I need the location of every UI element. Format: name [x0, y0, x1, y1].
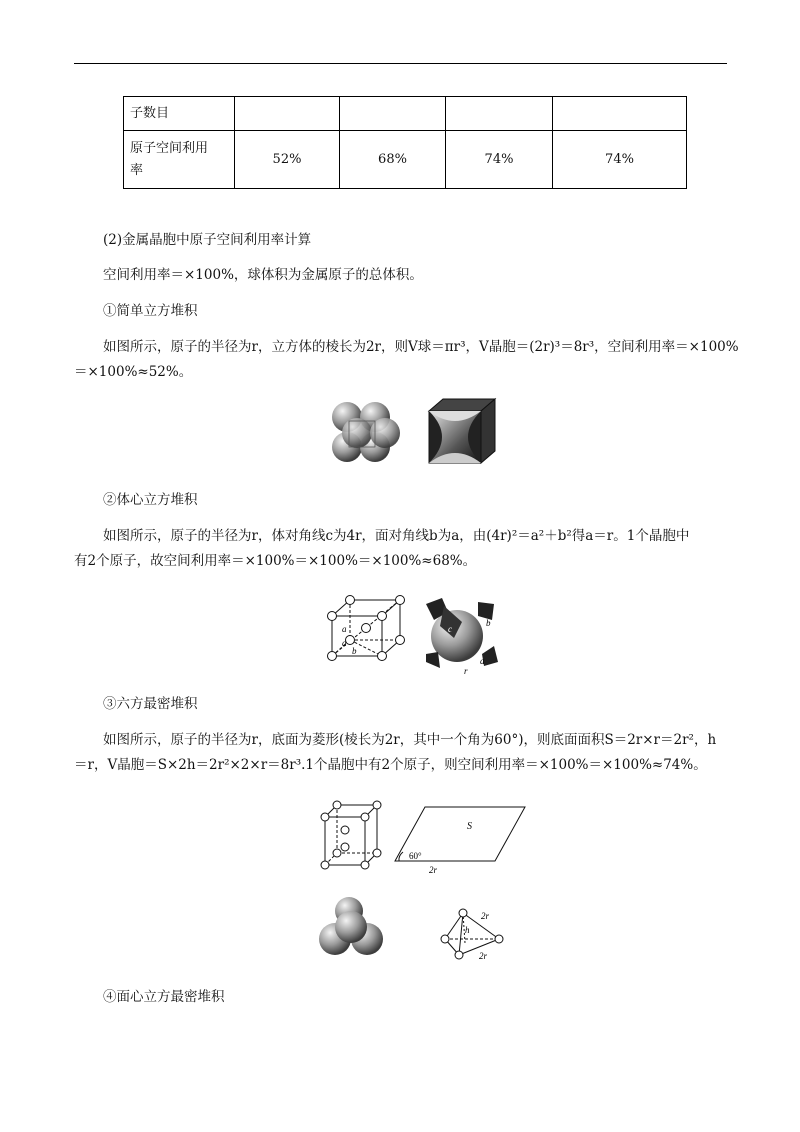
table-cell	[553, 97, 687, 131]
table-cell	[446, 97, 553, 131]
row-label-line2: 率	[130, 162, 144, 178]
bcc-label-r: r	[464, 666, 468, 676]
paragraph-line: 如图所示，原子的半径为r，底面为菱形(棱长为2r，其中一个角为60°)，则底面面积S＝2r×r＝2r²，h	[103, 732, 717, 748]
table-cell	[340, 97, 446, 131]
paragraph-line: 如图所示，原子的半径为r，立方体的棱长为2r，则V球＝πr³，V晶胞＝(2r)³＝8r³，空间利用率＝×100%	[103, 339, 739, 355]
bcc-label-a3: a	[480, 656, 485, 666]
paragraph-line: 有2个原子，故空间利用率＝×100%＝×100%＝×100%≈68%。	[74, 553, 477, 569]
paragraph-line: 如图所示，原子的半径为r，体对角线c为4r，面对角线b为a，由(4r)²＝a²＋b²得a＝r。1个晶胞中	[103, 528, 690, 544]
formula-text: 空间利用率＝×100%，球体积为金属原子的总体积。	[103, 267, 423, 283]
bcc-label-a: a	[342, 624, 347, 634]
hcp-label-S: S	[467, 821, 472, 832]
simple-cubic-figure	[325, 395, 500, 477]
hcp-prism-figure	[315, 795, 530, 875]
table-cell: 74%	[553, 131, 687, 189]
table-cell: 74%	[446, 131, 553, 189]
hcp-label-h: h	[465, 925, 470, 935]
header-rule	[74, 63, 727, 64]
row-label-line1: 原子空间利用	[130, 140, 209, 156]
hcp-spheres-figure	[315, 895, 515, 967]
simple-cubic-heading: ①简单立方堆积	[103, 303, 198, 319]
row-label	[124, 131, 235, 189]
table-cell	[235, 97, 340, 131]
section-heading: (2)金属晶胞中原子空间利用率计算	[103, 232, 312, 248]
hcp-label-angle: 60°	[409, 851, 422, 861]
hcp-label-2r: 2r	[481, 911, 490, 921]
hcp-heading: ③六方最密堆积	[103, 696, 198, 712]
paragraph-line: ＝×100%≈52%。	[74, 364, 193, 380]
paragraph-line: ＝r，V晶胞＝S×2h＝2r²×2×r＝8r³.1个晶胞中有2个原子，则空间利用率＝×100%＝×100%≈74%。	[74, 757, 707, 773]
bcc-heading: ②体心立方堆积	[103, 492, 198, 508]
table-cell: 68%	[340, 131, 446, 189]
fcc-heading: ④面心立方最密堆积	[103, 989, 225, 1005]
bcc-label-c: c	[448, 624, 452, 634]
table-cell: 52%	[235, 131, 340, 189]
bcc-label-b2: b	[486, 618, 491, 628]
hcp-label-edge: 2r	[429, 865, 438, 875]
row-label: 子数目	[124, 97, 235, 131]
hcp-label-2r: 2r	[479, 951, 488, 961]
bcc-label-a: a	[342, 638, 347, 648]
bcc-figure	[322, 592, 502, 678]
bcc-label-b: b	[352, 646, 357, 656]
table-row	[124, 131, 687, 189]
utilization-table	[123, 96, 687, 189]
table-row	[124, 97, 687, 131]
